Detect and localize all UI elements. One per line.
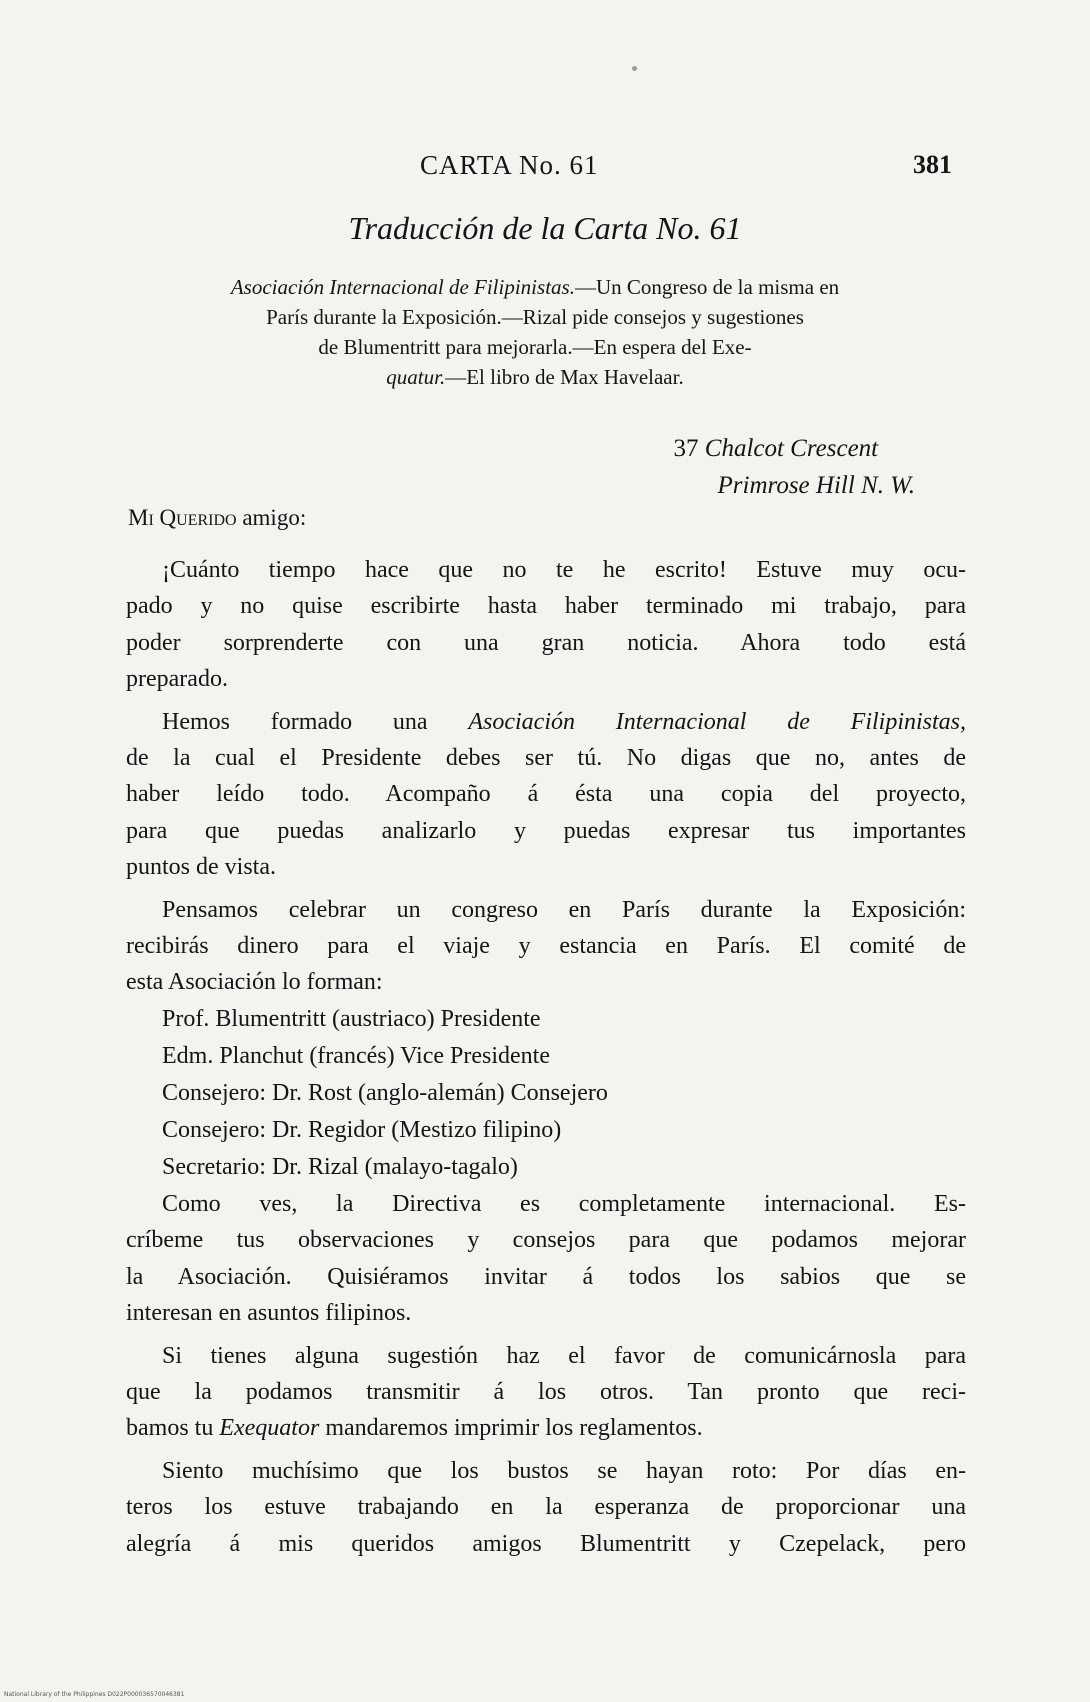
page-number: 381 xyxy=(913,150,952,179)
body-line: la Asociación. Quisiéramos invitar á todos los sabios que se xyxy=(126,1263,966,1290)
body-line: para que puedas analizarlo y puedas expresar tus importantes xyxy=(126,817,966,844)
body-line: Si tienes alguna sugestión haz el favor de comunicárnosla para xyxy=(162,1342,966,1369)
body-line: interesan en asuntos filipinos. xyxy=(126,1300,412,1327)
address-number: 37 xyxy=(673,435,699,462)
association-name: Asociación Internacional de Filipinistas, xyxy=(468,708,967,735)
body-line: haber leído todo. Acompaño á ésta una copia del proyecto, xyxy=(126,781,966,808)
committee-list xyxy=(126,1001,966,1186)
body-line: teros los estuve trabajando en la esperanza de proporcionar una xyxy=(126,1494,966,1521)
body-text: bamos tu xyxy=(126,1415,214,1442)
summary-text: París durante la Exposición.—Rizal pide consejos y sugestiones xyxy=(266,305,804,329)
letter-body xyxy=(126,552,966,1562)
body-line: recibirás dinero para el viaje y estancia en París. El comité de xyxy=(126,933,966,960)
body-line: puntos de vista. xyxy=(126,854,276,881)
committee-member: Edm. Planchut (francés) Vice Presidente xyxy=(162,1042,550,1069)
salutation xyxy=(128,505,306,531)
committee-member: Consejero: Dr. Rost (anglo-alemán) Consejero xyxy=(162,1079,608,1106)
body-text: Hemos formado una xyxy=(162,708,428,735)
body-line xyxy=(126,704,966,740)
summary-text: —El libro de Max Havelaar. xyxy=(445,365,684,389)
page-blemish xyxy=(632,66,637,71)
body-line: críbeme tus observaciones y consejos para que podamos mejorar xyxy=(126,1227,966,1254)
summary-italic: quatur. xyxy=(386,365,446,389)
summary-italic: Asociación Internacional de Filipinistas. xyxy=(230,275,575,299)
committee-member: Prof. Blumentritt (austriaco) Presidente xyxy=(162,1005,541,1032)
summary-line xyxy=(120,272,950,302)
salutation-rest: amigo: xyxy=(242,505,307,530)
body-line: alegría á mis queridos amigos Blumentritt y Czepelack, pero xyxy=(126,1530,966,1557)
scan-footer: National Library of the Philippines D022P000036570046381 xyxy=(4,1691,185,1698)
summary-text: —Un Congreso de la misma en xyxy=(574,275,840,299)
summary-line xyxy=(120,332,950,362)
summary-line xyxy=(120,362,950,392)
summary-text: de Blumentritt para mejorarla.—En espera del Exe- xyxy=(318,335,752,359)
body-line: que la podamos transmitir á los otros. Tan pronto que reci- xyxy=(126,1378,966,1405)
body-line xyxy=(126,1410,966,1446)
letter-title: Traducción de la Carta No. 61 xyxy=(348,210,742,246)
salutation-smallcaps: Mi Querido xyxy=(128,505,237,530)
body-line: Pensamos celebrar un congreso en París durante la Exposición: xyxy=(162,896,966,923)
letter-summary xyxy=(120,272,950,392)
body-line: pado y no quise escribirte hasta haber terminado mi trabajo, para xyxy=(126,593,966,620)
body-text: mandaremos imprimir los reglamentos. xyxy=(325,1415,703,1442)
address-street: Chalcot Crescent xyxy=(704,435,879,462)
exequator-term: Exequator xyxy=(219,1415,320,1442)
body-line: esta Asociación lo forman: xyxy=(126,969,383,996)
summary-line xyxy=(120,302,950,332)
sender-address xyxy=(674,430,915,504)
running-title: CARTA No. 61 xyxy=(420,150,599,180)
page-header xyxy=(120,150,960,190)
body-line: poder sorprenderte con una gran noticia. Ahora todo está xyxy=(126,629,966,656)
body-line: Como ves, la Directiva es completamente internacional. Es- xyxy=(162,1190,966,1217)
body-line: ¡Cuánto tiempo hace que no te he escrito! Estuve muy ocu- xyxy=(162,557,966,583)
committee-member: Secretario: Dr. Rizal (malayo-tagalo) xyxy=(162,1153,518,1180)
body-line: de la cual el Presidente debes ser tú. No digas que no, antes de xyxy=(126,745,966,772)
body-line: preparado. xyxy=(126,666,228,693)
address-district: Primrose Hill N. W. xyxy=(717,472,915,499)
committee-member: Consejero: Dr. Regidor (Mestizo filipino) xyxy=(162,1116,562,1143)
body-line: Siento muchísimo que los bustos se hayan roto: Por días en- xyxy=(162,1457,966,1484)
